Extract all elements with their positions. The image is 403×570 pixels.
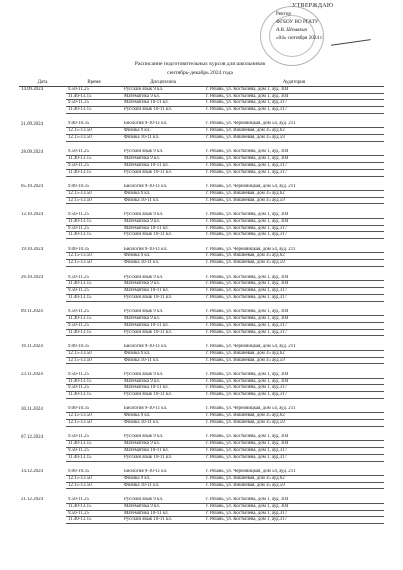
cell-room: г. Рязань, ул. Костычева, дом 1, ауд.317 [204, 169, 384, 176]
cell-date [19, 100, 66, 107]
cell-room: г. Рязань, ул. Костычева, дом 1, ауд. 304 [204, 149, 384, 155]
table-row [19, 517, 384, 524]
cell-room: г. Рязань, ул. Костычева, дом 1, ауд. 304 [204, 434, 384, 440]
cell-date [19, 225, 66, 232]
cell-time: 9.50-11.25 [66, 322, 122, 329]
block-spacer [19, 301, 384, 309]
spacer-cell [19, 204, 384, 212]
cell-room: г. Рязань, ул. Черновицкая, дом 54, ауд. 211 [204, 406, 384, 412]
cell-room: г. Рязань, ул. Костычева, дом 1, ауд.317 [204, 107, 384, 114]
block-spacer [19, 489, 384, 497]
block-spacer [19, 336, 384, 344]
cell-time: 12.15-13.50 [66, 350, 122, 357]
cell-subject: Математика 9 кл. [122, 503, 204, 510]
cell-date: 07.12.2024 [21, 434, 44, 440]
cell-time: 9.50-11.25 [66, 447, 122, 454]
cell-room: г. Рязань, ул. Костычева, дом 1, ауд.317 [204, 322, 384, 329]
cell-room: г. Рязань, ул. Костычева, дом 1, ауд. 304 [204, 378, 384, 385]
cell-time: 11.40-13.15 [66, 378, 122, 385]
table-row [19, 107, 384, 114]
cell-date [19, 288, 66, 295]
title-line-2: сентябрь-декабрь 2024 года [167, 70, 233, 76]
cell-date [19, 281, 66, 288]
spacer-cell [19, 461, 384, 469]
cell-room: г. Рязань, ул. Костычева, дом 1, ауд.317 [204, 517, 384, 524]
cell-subject: Физика 10-11 кл. [122, 197, 204, 204]
cell-room: г. Рязань, ул. Костычева, дом 1, ауд.317 [204, 454, 384, 461]
cell-date [19, 510, 66, 517]
table-row [19, 169, 384, 176]
header-time: Время [66, 80, 122, 86]
block-spacer [19, 204, 384, 212]
cell-room: г. Рязань, ул. Вишневая, дом 35 ауд.59 [204, 482, 384, 489]
table-row [19, 413, 384, 420]
block-spacer [19, 426, 384, 434]
approval-heading: УТВЕРЖДАЮ [292, 3, 334, 9]
cell-time: 9.50-11.25 [66, 275, 122, 281]
cell-date [19, 482, 66, 489]
block-spacer [19, 141, 384, 149]
cell-subject: Физика 9 кл. [122, 128, 204, 135]
cell-subject: Математика 9 кл. [122, 156, 204, 163]
cell-subject: Математика 10-11 кл. [122, 162, 204, 169]
spacer-cell [19, 336, 384, 344]
cell-time: 12.15-13.50 [66, 475, 122, 482]
cell-subject: Биология 9-10-11 кл. [122, 344, 204, 350]
cell-time: 9.50-11.25 [66, 100, 122, 107]
cell-room: г. Рязань, ул. Черновицкая, дом 54, ауд. 211 [204, 184, 384, 190]
cell-time: 12.15-13.50 [66, 190, 122, 197]
spacer-cell [19, 113, 384, 121]
cell-room: г. Рязань, ул. Костычева, дом 1, ауд. 304 [204, 156, 384, 163]
cell-room: г. Рязань, ул. Костычева, дом 1, ауд. 304 [204, 86, 384, 93]
cell-subject: Математика 9 кл. [122, 316, 204, 323]
cell-room: г. Рязань, ул. Вишневая, дом 35 ауд.62 [204, 475, 384, 482]
cell-subject: Русский язык 9 кл. [122, 149, 204, 155]
cell-time: 12.15-13.50 [66, 413, 122, 420]
cell-time: 9.50-11.25 [66, 288, 122, 295]
cell-subject: Математика 10-11 кл. [122, 447, 204, 454]
cell-room: г. Рязань, ул. Костычева, дом 1, ауд.317 [204, 447, 384, 454]
cell-time: 9.00-10.35 [66, 469, 122, 475]
cell-time: 9.00-10.35 [66, 344, 122, 350]
cell-date: 09.11.2024 [21, 309, 43, 315]
table-row [19, 128, 384, 135]
cell-room: г. Рязань, ул. Костычева, дом 1, ауд. 304 [204, 218, 384, 225]
cell-room: г. Рязань, ул. Костычева, дом 1, ауд.317 [204, 510, 384, 517]
cell-subject: Биология 9-10-11 кл. [122, 247, 204, 253]
table-row [19, 475, 384, 482]
table-row [19, 385, 384, 392]
cell-date [19, 156, 66, 163]
cell-date: 12.10.2024 [21, 212, 44, 218]
table-row [19, 510, 384, 517]
cell-time: 11.40-13.15 [66, 392, 122, 399]
cell-date [19, 253, 66, 260]
cell-room: г. Рязань, ул. Костычева, дом 1, ауд.317 [204, 385, 384, 392]
block-spacer [19, 398, 384, 406]
cell-room: г. Рязань, ул. Вишневая, дом 35 ауд.62 [204, 350, 384, 357]
cell-subject: Физика 10-11 кл. [122, 357, 204, 364]
cell-date [19, 454, 66, 461]
spacer-cell [19, 141, 384, 149]
cell-time: 12.15-13.50 [66, 420, 122, 427]
table-row [19, 253, 384, 260]
cell-date [19, 128, 66, 135]
cell-room: г. Рязань, ул. Костычева, дом 1, ауд.317 [204, 162, 384, 169]
cell-room: г. Рязань, ул. Вишневая, дом 35 ауд.59 [204, 420, 384, 427]
cell-time: 9.50-11.25 [66, 385, 122, 392]
cell-subject: Русский язык 10-11 кл. [122, 169, 204, 176]
block-spacer [19, 267, 384, 275]
cell-room: г. Рязань, ул. Черновицкая, дом 54, ауд. 211 [204, 247, 384, 253]
cell-date [19, 93, 66, 100]
table-row [19, 197, 384, 204]
table-row [19, 288, 384, 295]
cell-subject: Математика 10-11 кл. [122, 385, 204, 392]
cell-subject: Математика 9 кл. [122, 281, 204, 288]
cell-time: 9.50-11.25 [66, 497, 122, 503]
cell-subject: Русский язык 10-11 кл. [122, 454, 204, 461]
cell-subject: Математика 9 кл. [122, 93, 204, 100]
cell-subject: Физика 9 кл. [122, 190, 204, 197]
cell-room: г. Рязань, ул. Костычева, дом 1, ауд.317 [204, 329, 384, 336]
cell-date: 30.11.2024 [21, 406, 43, 412]
cell-room: г. Рязань, ул. Черновицкая, дом 54, ауд. 211 [204, 121, 384, 127]
cell-date [19, 107, 66, 114]
header-date: Дата [19, 80, 66, 86]
cell-subject: Русский язык 9 кл. [122, 497, 204, 503]
cell-time: 9.00-10.35 [66, 406, 122, 412]
cell-time: 9.50-11.25 [66, 309, 122, 315]
table-row [19, 100, 384, 107]
cell-subject: Русский язык 10-11 кл. [122, 517, 204, 524]
cell-subject: Русский язык 10-11 кл. [122, 294, 204, 301]
cell-time: 11.40-13.15 [66, 156, 122, 163]
cell-date [19, 392, 66, 399]
cell-time: 9.50-11.25 [66, 372, 122, 378]
cell-date [19, 169, 66, 176]
table-row [19, 378, 384, 385]
cell-date: 21.09.2024 [21, 121, 44, 127]
table-row [19, 190, 384, 197]
cell-time: 11.40-13.15 [66, 441, 122, 448]
table-row [19, 329, 384, 336]
cell-subject: Математика 10-11 кл. [122, 100, 204, 107]
cell-date [19, 441, 66, 448]
cell-room: г. Рязань, ул. Костычева, дом 1, ауд. 304 [204, 503, 384, 510]
cell-subject: Физика 9 кл. [122, 350, 204, 357]
cell-room: г. Рязань, ул. Костычева, дом 1, ауд. 304 [204, 316, 384, 323]
cell-date [19, 329, 66, 336]
cell-room: г. Рязань, ул. Костычева, дом 1, ауд. 304 [204, 372, 384, 378]
cell-subject: Русский язык 9 кл. [122, 434, 204, 440]
cell-time: 12.15-13.50 [66, 482, 122, 489]
schedule-table [19, 80, 384, 524]
table-row [19, 281, 384, 288]
cell-date: 21.12.2024 [21, 497, 44, 503]
cell-time: 11.40-13.15 [66, 218, 122, 225]
cell-subject: Математика 10-11 кл. [122, 225, 204, 232]
cell-room: г. Рязань, ул. Вишневая, дом 35 ауд.59 [204, 357, 384, 364]
spacer-cell [19, 489, 384, 497]
cell-room: г. Рязань, ул. Костычева, дом 1, ауд.317 [204, 100, 384, 107]
cell-date: 19.10.2024 [21, 246, 44, 252]
table-row [19, 420, 384, 427]
cell-subject: Русский язык 10-11 кл. [122, 107, 204, 114]
cell-subject: Биология 9-10-11 кл. [122, 406, 204, 412]
cell-room: г. Рязань, ул. Костычева, дом 1, ауд. 304 [204, 441, 384, 448]
cell-subject: Русский язык 9 кл. [122, 212, 204, 218]
cell-subject: Математика 10-11 кл. [122, 322, 204, 329]
approval-signatory: А.В. Шемякин [276, 27, 308, 33]
cell-date [19, 232, 66, 239]
cell-room: г. Рязань, ул. Костычева, дом 1, ауд.317 [204, 288, 384, 295]
table-row [19, 482, 384, 489]
cell-time: 9.50-11.25 [66, 162, 122, 169]
cell-time: 12.15-13.50 [66, 253, 122, 260]
cell-time: 12.15-13.50 [66, 357, 122, 364]
cell-date [19, 503, 66, 510]
cell-time: 11.40-13.15 [66, 316, 122, 323]
cell-date [19, 260, 66, 267]
cell-subject: Биология 9-10-11 кл. [122, 121, 204, 127]
table-row [19, 392, 384, 399]
cell-time: 11.40-13.15 [66, 294, 122, 301]
table-row [19, 162, 384, 169]
cell-time: 9.50-11.25 [66, 86, 122, 93]
cell-time: 9.00-10.35 [66, 247, 122, 253]
approval-organization: ФГБОУ ВО РГАТУ [276, 19, 319, 25]
table-row [19, 93, 384, 100]
table-row [19, 350, 384, 357]
cell-time: 12.15-13.50 [66, 260, 122, 267]
cell-subject: Физика 10-11 кл. [122, 260, 204, 267]
cell-subject: Математика 9 кл. [122, 218, 204, 225]
cell-date [19, 475, 66, 482]
cell-room: г. Рязань, ул. Костычева, дом 1, ауд. 304 [204, 93, 384, 100]
cell-room: г. Рязань, ул. Костычева, дом 1, ауд.317 [204, 294, 384, 301]
cell-room: г. Рязань, ул. Костычева, дом 1, ауд.317 [204, 392, 384, 399]
table-row [19, 232, 384, 239]
cell-room: г. Рязань, ул. Вишневая, дом 35 ауд.62 [204, 190, 384, 197]
cell-time: 11.40-13.15 [66, 503, 122, 510]
block-spacer [19, 461, 384, 469]
spacer-cell [19, 364, 384, 372]
cell-subject: Русский язык 9 кл. [122, 275, 204, 281]
cell-time: 11.40-13.15 [66, 107, 122, 114]
cell-room: г. Рязань, ул. Вишневая, дом 35 ауд.59 [204, 197, 384, 204]
cell-time: 9.50-11.25 [66, 149, 122, 155]
cell-date [19, 197, 66, 204]
approval-date: «04» сентября 2024 г. [276, 35, 324, 41]
cell-date [19, 316, 66, 323]
cell-room: г. Рязань, ул. Черновицкая, дом 54, ауд. 211 [204, 469, 384, 475]
cell-room: г. Рязань, ул. Черновицкая, дом 54, ауд. 211 [204, 344, 384, 350]
cell-room: г. Рязань, ул. Костычева, дом 1, ауд.317 [204, 225, 384, 232]
cell-subject: Биология 9-10-11 кл. [122, 469, 204, 475]
cell-subject: Русский язык 10-11 кл. [122, 232, 204, 239]
cell-time: 11.40-13.15 [66, 517, 122, 524]
cell-subject: Русский язык 9 кл. [122, 86, 204, 93]
cell-date [19, 357, 66, 364]
cell-subject: Математика 9 кл. [122, 378, 204, 385]
title-line-1: Расписание подготовительных курсов для школьников [134, 61, 266, 67]
table-row [19, 454, 384, 461]
approval-position: Ректор [276, 11, 291, 17]
cell-date [19, 135, 66, 142]
cell-room: г. Рязань, ул. Костычева, дом 1, ауд. 304 [204, 281, 384, 288]
cell-date [19, 294, 66, 301]
cell-date [19, 420, 66, 427]
table-row [19, 86, 384, 93]
cell-subject: Русский язык 9 кл. [122, 372, 204, 378]
document-title [60, 60, 340, 78]
cell-time: 9.50-11.25 [66, 225, 122, 232]
cell-room: г. Рязань, ул. Костычева, дом 1, ауд. 304 [204, 212, 384, 218]
cell-time: 9.00-10.35 [66, 121, 122, 127]
approval-block [276, 2, 396, 42]
table-row [19, 503, 384, 510]
cell-date: 23.11.2024 [21, 372, 43, 378]
spacer-cell [19, 301, 384, 309]
cell-room: г. Рязань, ул. Костычева, дом 1, ауд. 304 [204, 309, 384, 315]
cell-subject: Физика 9 кл. [122, 253, 204, 260]
cell-subject: Физика 10-11 кл. [122, 420, 204, 427]
table-row [19, 156, 384, 163]
cell-subject: Математика 9 кл. [122, 441, 204, 448]
cell-subject: Математика 10-11 кл. [122, 510, 204, 517]
cell-date [19, 322, 66, 329]
cell-room: г. Рязань, ул. Вишневая, дом 35 ауд.62 [204, 413, 384, 420]
table-row [19, 322, 384, 329]
spacer-cell [19, 426, 384, 434]
cell-time: 9.50-11.25 [66, 510, 122, 517]
cell-room: г. Рязань, ул. Вишневая, дом 35 ауд.59 [204, 135, 384, 142]
cell-subject: Русский язык 9 кл. [122, 309, 204, 315]
table-row [19, 135, 384, 142]
table-row [19, 294, 384, 301]
cell-subject: Физика 9 кл. [122, 413, 204, 420]
cell-date [19, 378, 66, 385]
cell-room: г. Рязань, ул. Костычева, дом 1, ауд.317 [204, 232, 384, 239]
spacer-cell [19, 176, 384, 184]
cell-time: 12.15-13.50 [66, 197, 122, 204]
cell-date [19, 162, 66, 169]
schedule-body [19, 86, 384, 523]
cell-subject: Физика 9 кл. [122, 475, 204, 482]
table-row [19, 218, 384, 225]
cell-date: 14.09.2024 [21, 87, 44, 93]
cell-date [19, 190, 66, 197]
table-row [19, 441, 384, 448]
cell-date: 16.11.2024 [21, 344, 43, 350]
table-row [19, 316, 384, 323]
table-row [19, 447, 384, 454]
spacer-cell [19, 267, 384, 275]
cell-room: г. Рязань, ул. Вишневая, дом 35 ауд.62 [204, 128, 384, 135]
cell-date: 05.10.2024 [21, 184, 44, 190]
cell-time: 12.15-13.50 [66, 135, 122, 142]
cell-room: г. Рязань, ул. Костычева, дом 1, ауд. 304 [204, 497, 384, 503]
header-room: Аудитория [204, 80, 384, 86]
cell-subject: Математика 10-11 кл. [122, 288, 204, 295]
cell-subject: Биология 9-10-11 кл. [122, 184, 204, 190]
cell-room: г. Рязань, ул. Вишневая, дом 35 ауд.59 [204, 260, 384, 267]
cell-time: 9.50-11.25 [66, 434, 122, 440]
block-spacer [19, 176, 384, 184]
cell-time: 11.40-13.15 [66, 454, 122, 461]
cell-date [19, 413, 66, 420]
block-spacer [19, 239, 384, 247]
table-row [19, 357, 384, 364]
table-row [19, 225, 384, 232]
cell-time: 11.40-13.15 [66, 169, 122, 176]
header-subject: Дисциплина [122, 80, 204, 86]
cell-date: 14.12.2024 [21, 469, 44, 475]
cell-time: 11.40-13.15 [66, 93, 122, 100]
block-spacer [19, 113, 384, 121]
cell-date [19, 385, 66, 392]
cell-subject: Русский язык 10-11 кл. [122, 392, 204, 399]
cell-date [19, 350, 66, 357]
cell-subject: Физика 10-11 кл. [122, 482, 204, 489]
cell-time: 12.15-13.50 [66, 128, 122, 135]
cell-time: 11.40-13.15 [66, 281, 122, 288]
cell-date [19, 218, 66, 225]
cell-room: г. Рязань, ул. Костычева, дом 1, ауд. 304 [204, 275, 384, 281]
spacer-cell [19, 239, 384, 247]
cell-subject: Русский язык 10-11 кл. [122, 329, 204, 336]
cell-time: 9.00-10.35 [66, 184, 122, 190]
cell-room: г. Рязань, ул. Вишневая, дом 35 ауд.62 [204, 253, 384, 260]
cell-subject: Физика 10-11 кл. [122, 135, 204, 142]
block-spacer [19, 364, 384, 372]
cell-time: 11.40-13.15 [66, 329, 122, 336]
spacer-cell [19, 398, 384, 406]
cell-time: 11.40-13.15 [66, 232, 122, 239]
cell-time: 9.50-11.25 [66, 212, 122, 218]
cell-date: 28.09.2024 [21, 149, 44, 155]
cell-date [19, 447, 66, 454]
cell-date: 26.10.2024 [21, 274, 44, 280]
table-row [19, 260, 384, 267]
cell-date [19, 517, 66, 524]
